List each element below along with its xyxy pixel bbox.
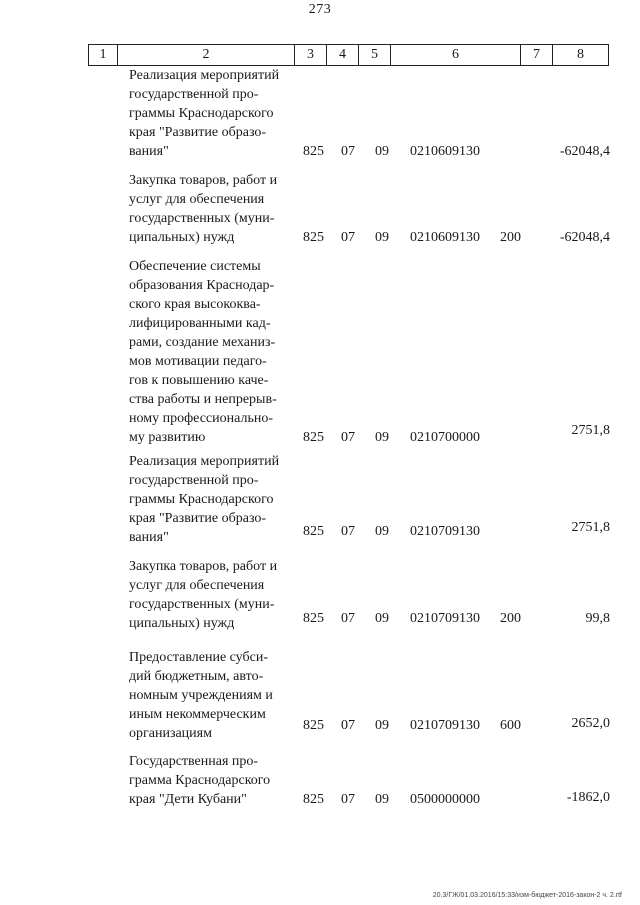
header-col-4: 4 <box>326 45 358 65</box>
ved-code: 825 <box>303 611 324 626</box>
header-col-6: 6 <box>390 45 520 65</box>
description-line: гов к повышению каче- <box>129 373 269 388</box>
description-line: лифицированными кад- <box>129 316 271 331</box>
vr-code: 200 <box>500 230 521 245</box>
table-row <box>0 648 640 743</box>
description-line: грамма Краснодарского <box>129 773 271 788</box>
sum-value: 2652,0 <box>571 716 610 731</box>
table-row <box>0 171 640 247</box>
csr-code: 0210709130 <box>410 611 480 626</box>
header-col-5: 5 <box>358 45 390 65</box>
page-number: 273 <box>308 2 332 17</box>
row-description <box>129 171 293 247</box>
ved-code: 825 <box>303 430 324 445</box>
rz-code: 07 <box>341 611 355 626</box>
description-line: рами, создание механиз- <box>129 335 276 350</box>
description-line: государственных (муни- <box>129 597 275 612</box>
sum-value: 2751,8 <box>571 423 610 438</box>
rz-code: 07 <box>341 430 355 445</box>
description-line: государственных (муни- <box>129 211 275 226</box>
description-line: вания" <box>129 144 169 159</box>
table-row <box>0 66 640 161</box>
description-line: края "Дети Кубани" <box>129 792 247 807</box>
sum-value: -1862,0 <box>566 790 610 805</box>
description-line: Государственная про- <box>129 754 259 769</box>
description-line: образования Краснодар- <box>129 278 275 293</box>
pr-code: 09 <box>375 718 389 733</box>
ved-code: 825 <box>303 718 324 733</box>
description-line: ства работы и непрерыв- <box>129 392 277 407</box>
header-col-2: 2 <box>117 45 294 65</box>
csr-code: 0210709130 <box>410 718 480 733</box>
sum-value: -62048,4 <box>559 230 610 245</box>
description-line: Обеспечение системы <box>129 259 261 274</box>
rz-code: 07 <box>341 524 355 539</box>
header-col-7: 7 <box>520 45 552 65</box>
description-line: Предоставление субси- <box>129 650 268 665</box>
csr-code: 0210700000 <box>410 430 480 445</box>
description-line: иным некоммерческим <box>129 707 266 722</box>
table-header <box>88 44 609 66</box>
pr-code: 09 <box>375 792 389 807</box>
pr-code: 09 <box>375 144 389 159</box>
row-description <box>129 752 293 809</box>
vr-code: 600 <box>500 718 521 733</box>
description-line: края "Развитие образо- <box>129 125 267 140</box>
pr-code: 09 <box>375 230 389 245</box>
header-col-8: 8 <box>552 45 609 65</box>
description-line: организациям <box>129 726 212 741</box>
csr-code: 0500000000 <box>410 792 480 807</box>
csr-code: 0210709130 <box>410 524 480 539</box>
pr-code: 09 <box>375 524 389 539</box>
row-description <box>129 648 293 743</box>
ved-code: 825 <box>303 792 324 807</box>
sum-value: -62048,4 <box>559 144 610 159</box>
ved-code: 825 <box>303 230 324 245</box>
description-line: услуг для обеспечения <box>129 578 265 593</box>
ved-code: 825 <box>303 144 324 159</box>
table-row <box>0 752 640 809</box>
csr-code: 0210609130 <box>410 144 480 159</box>
row-description <box>129 452 293 547</box>
sum-value: 99,8 <box>585 611 610 626</box>
description-line: ному профессионально- <box>129 411 273 426</box>
csr-code: 0210609130 <box>410 230 480 245</box>
description-line: государственной про- <box>129 473 259 488</box>
description-line: услуг для обеспечения <box>129 192 265 207</box>
description-line: граммы Краснодарского <box>129 492 274 507</box>
rz-code: 07 <box>341 718 355 733</box>
description-line: Реализация мероприятий <box>129 68 280 83</box>
sum-value: 2751,8 <box>571 520 610 535</box>
description-line: Закупка товаров, работ и <box>129 173 278 188</box>
pr-code: 09 <box>375 611 389 626</box>
description-line: номным учреждениям и <box>129 688 273 703</box>
description-line: государственной про- <box>129 87 259 102</box>
pr-code: 09 <box>375 430 389 445</box>
description-line: ципальных) нужд <box>129 230 235 245</box>
table-row <box>0 257 640 447</box>
row-description <box>129 257 293 447</box>
description-line: вания" <box>129 530 169 545</box>
rz-code: 07 <box>341 792 355 807</box>
ved-code: 825 <box>303 524 324 539</box>
header-col-3: 3 <box>294 45 326 65</box>
table-row <box>0 557 640 633</box>
vr-code: 200 <box>500 611 521 626</box>
table-row <box>0 452 640 547</box>
rz-code: 07 <box>341 144 355 159</box>
header-col-1: 1 <box>88 45 117 65</box>
row-description <box>129 557 293 633</box>
description-line: мов мотивации педаго- <box>129 354 267 369</box>
description-line: ципальных) нужд <box>129 616 235 631</box>
row-description <box>129 66 293 161</box>
description-line: ского края высококва- <box>129 297 261 312</box>
description-line: Реализация мероприятий <box>129 454 280 469</box>
rz-code: 07 <box>341 230 355 245</box>
description-line: дий бюджетным, авто- <box>129 669 264 684</box>
description-line: края "Развитие образо- <box>129 511 267 526</box>
file-path-footer: 20.3/ГЖ/01.03.2016/15:33/изм-бюджет-2016-закон-2 ч. 2.rtf <box>432 892 622 899</box>
description-line: Закупка товаров, работ и <box>129 559 278 574</box>
description-line: граммы Краснодарского <box>129 106 274 121</box>
description-line: му развитию <box>129 430 206 445</box>
